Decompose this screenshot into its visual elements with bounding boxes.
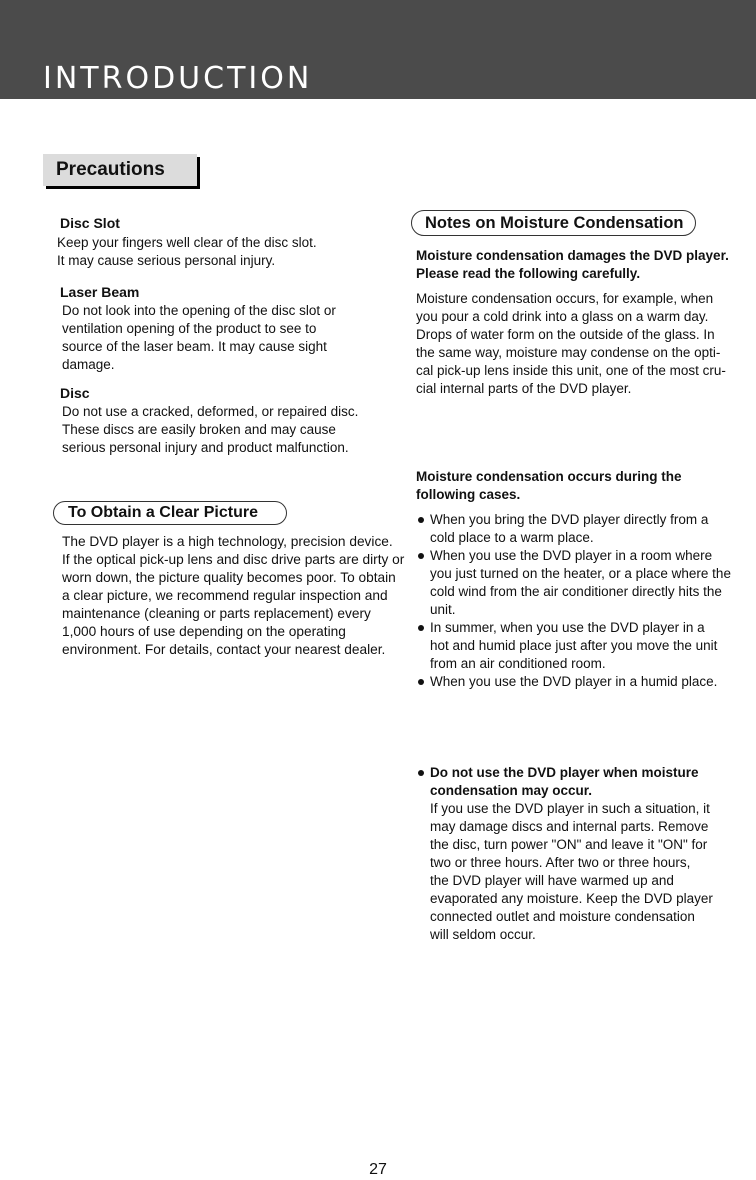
text-line: from an air conditioned room.: [430, 656, 606, 671]
text-line: In summer, when you use the DVD player in a: [430, 620, 705, 635]
page-number: 27: [369, 1161, 387, 1178]
text-line: If the optical pick-up lens and disc drive parts are dirty or: [62, 552, 405, 567]
text-line: Please read the following carefully.: [416, 266, 641, 281]
text-line: cial internal parts of the DVD player.: [416, 381, 632, 396]
list-item: [416, 619, 731, 673]
warning-block: [416, 764, 713, 944]
warning-item: [416, 764, 713, 944]
text-line: cold place to a warm place.: [430, 530, 594, 545]
text-line: maintenance (cleaning or parts replacement) every: [62, 606, 371, 621]
bullet-icon: [418, 679, 424, 685]
page-title: INTRODUCTION: [43, 61, 313, 96]
list-item: [416, 511, 731, 547]
header-bar: [0, 0, 756, 99]
laser-beam-text: [62, 302, 336, 374]
disc-slot-heading: Disc Slot: [60, 215, 120, 231]
text-line: environment. For details, contact your nearest dealer.: [62, 642, 386, 657]
text-line: When you bring the DVD player directly from a: [430, 512, 709, 527]
text-line: The DVD player is a high technology, precision device.: [62, 534, 393, 549]
bullet-icon: [418, 770, 424, 776]
text-line: a clear picture, we recommend regular inspection and: [62, 588, 388, 603]
disc-block: [60, 384, 90, 402]
text-line: When you use the DVD player in a humid place.: [430, 674, 718, 689]
text-line: condensation may occur.: [430, 783, 593, 798]
text-line: Moisture condensation occurs, for example, when: [416, 291, 714, 306]
section-label: Precautions: [56, 159, 165, 180]
moisture-intro-bold: [416, 247, 729, 283]
text-line: evaporated any moisture. Keep the DVD player: [430, 891, 713, 906]
text-line: When you use the DVD player in a room where: [430, 548, 713, 563]
text-line: the DVD player will have warmed up and: [430, 873, 674, 888]
laser-beam-heading: Laser Beam: [60, 284, 140, 300]
text-line: the disc, turn power "ON" and leave it "ON" for: [430, 837, 708, 852]
cases-heading: [416, 468, 682, 504]
text-line: hot and humid place just after you move the unit: [430, 638, 718, 653]
text-line: Moisture condensation occurs during the: [416, 469, 682, 484]
bullet-icon: [418, 517, 424, 523]
text-line: unit.: [430, 602, 456, 617]
text-line: the same way, moisture may condense on the opti-: [416, 345, 721, 360]
text-line: It may cause serious personal injury.: [57, 253, 276, 268]
list-item: [416, 547, 731, 619]
text-line: will seldom occur.: [430, 927, 536, 942]
moisture-title-pill: [411, 210, 696, 236]
section-tab-precautions: [43, 154, 197, 186]
clear-picture-text: [62, 533, 404, 659]
text-line: Moisture condensation damages the DVD player.: [416, 248, 729, 263]
text-line: source of the laser beam. It may cause sight: [62, 339, 327, 354]
text-line: Do not use a cracked, deformed, or repaired disc.: [62, 404, 359, 419]
text-line: 1,000 hours of use depending on the operating: [62, 624, 346, 639]
disc-text: [62, 403, 358, 457]
bullet-icon: [418, 625, 424, 631]
text-line: ventilation opening of the product to see to: [62, 321, 317, 336]
text-line: worn down, the picture quality becomes poor. To obtain: [62, 570, 396, 585]
disc-slot-block: [60, 214, 120, 232]
cases-list: [416, 511, 731, 691]
laser-beam-block: [60, 283, 139, 301]
text-line: two or three hours. After two or three hours,: [430, 855, 691, 870]
bullet-icon: [418, 553, 424, 559]
clear-picture-title: To Obtain a Clear Picture: [68, 504, 258, 521]
moisture-title: Notes on Moisture Condensation: [425, 214, 684, 232]
text-line: serious personal injury and product malfunction.: [62, 440, 349, 455]
text-line: you pour a cold drink into a glass on a warm day.: [416, 309, 709, 324]
text-line: cal pick-up lens inside this unit, one of the most cru-: [416, 363, 726, 378]
text-line: cold wind from the air conditioner directly hits the: [430, 584, 722, 599]
disc-slot-text: [57, 234, 317, 270]
moisture-intro-text: [416, 290, 726, 398]
text-line: connected outlet and moisture condensation: [430, 909, 695, 924]
disc-heading: Disc: [60, 385, 90, 401]
text-line: Keep your fingers well clear of the disc slot.: [57, 235, 317, 250]
text-line: you just turned on the heater, or a place where the: [430, 566, 731, 581]
clear-picture-title-pill: [53, 501, 287, 525]
text-line: following cases.: [416, 487, 521, 502]
text-line: These discs are easily broken and may cause: [62, 422, 336, 437]
text-line: Do not use the DVD player when moisture: [430, 765, 699, 780]
text-line: If you use the DVD player in such a situation, it: [430, 801, 710, 816]
text-line: Do not look into the opening of the disc slot or: [62, 303, 336, 318]
text-line: damage.: [62, 357, 115, 372]
text-line: Drops of water form on the outside of the glass. In: [416, 327, 715, 342]
text-line: may damage discs and internal parts. Remove: [430, 819, 709, 834]
list-item: [416, 673, 731, 691]
